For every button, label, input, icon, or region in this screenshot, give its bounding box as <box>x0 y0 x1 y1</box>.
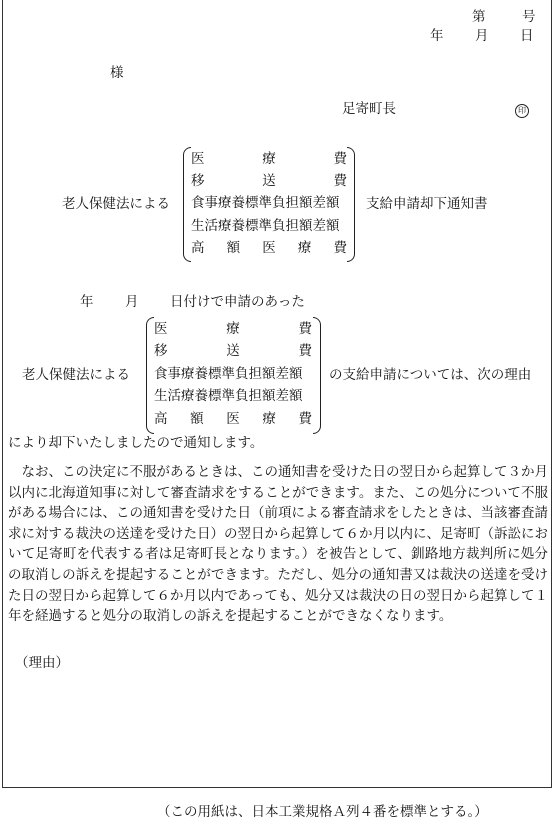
body-right-bracket <box>313 317 321 434</box>
title-item-2-part-0: 食事療養標準負担額差額 <box>191 195 340 212</box>
title-item-0-part-1: 療 <box>262 151 276 167</box>
body-item-2-part-0: 食事療養標準負担額差額 <box>154 365 303 382</box>
title-item-4 <box>191 239 347 256</box>
title-right-bracket <box>347 147 355 262</box>
title-item-1-part-2: 費 <box>333 173 347 190</box>
body-item-1 <box>154 345 312 359</box>
title-prefix: 老人保健法による <box>62 196 170 212</box>
title-item-1-part-0: 移 <box>191 173 205 190</box>
title-item-0-part-0: 医 <box>191 151 205 167</box>
body-item-3 <box>154 390 312 404</box>
title-item-4-part-1: 額 <box>226 239 241 256</box>
title-item-4-part-4: 費 <box>333 239 347 256</box>
reason-label: （理由） <box>15 655 69 671</box>
addressee-suffix: 様 <box>110 65 124 81</box>
title-item-1-part-1: 送 <box>262 173 276 190</box>
body-item-4 <box>154 410 312 427</box>
title-item-4-part-3: 療 <box>297 239 312 256</box>
body-item-3-part-0: 生活療養標準負担額差額 <box>154 388 303 405</box>
title-item-0-part-2: 費 <box>333 151 347 167</box>
date-day: 日 <box>520 28 534 44</box>
body-item-4-part-3: 療 <box>262 410 276 427</box>
body-item-2 <box>154 365 312 382</box>
body-item-4-part-1: 額 <box>190 410 204 427</box>
title-item-4-part-2: 医 <box>262 239 276 256</box>
body-item-1-part-1: 送 <box>226 343 240 360</box>
date-year: 年 <box>430 28 444 44</box>
title-suffix: 支給申請却下通知書 <box>366 196 488 212</box>
date-line-text: 日付けで申請のあった <box>170 294 305 310</box>
notice-paragraph: なお、この決定に不服があるときは、この通知書を受けた日の翌日から起算して３か月以内に北海道知事に対して審査請求をすることができます。また、この処分について不服がある場合には、この通知書を受けた日（前項による審査請求をしたときは、当該審査請求に対する裁決の送達を受けた日）の翌日から起算して６か月以内に、足寄町（訴訟において足寄町を代表する者は足寄町長となります。）を被告として、釧路地方裁判所に処分の取消しの訴えを提起することができます。ただし、処分の通知書又は裁決の送達を受けた日の翌日から起算して６か月以内であっても、処分又は裁決の日の翌日から起算して１年を経過すると処分の取消しの訴えを提起することができなくなります。 <box>8 464 548 625</box>
body-prefix: 老人保健法による <box>22 367 130 383</box>
body-item-0-part-2: 費 <box>298 321 312 337</box>
body-continuation: により却下いたしましたので通知します。 <box>8 435 264 451</box>
number-label-1: 第 <box>472 9 486 25</box>
body-left-bracket <box>146 317 154 434</box>
seal-icon: 印 <box>515 104 529 118</box>
body-item-4-part-4: 費 <box>298 410 312 427</box>
body-item-0-part-1: 療 <box>226 321 240 337</box>
date-line-month: 月 <box>125 294 139 310</box>
body-item-1-part-2: 費 <box>298 343 312 360</box>
title-item-3-part-0: 生活療養標準負担額差額 <box>191 217 340 234</box>
body-item-4-part-0: 高 <box>154 410 168 427</box>
body-suffix: の支給申請については、次の理由 <box>329 367 532 383</box>
title-left-bracket <box>183 147 191 262</box>
title-item-3 <box>191 217 347 234</box>
title-item-1 <box>191 175 347 189</box>
date-month: 月 <box>475 28 489 44</box>
title-item-2 <box>191 197 347 211</box>
issuer-name: 足寄町長 <box>342 101 396 117</box>
date-line-year: 年 <box>80 294 94 310</box>
title-item-4-part-0: 高 <box>191 239 205 256</box>
body-item-1-part-0: 移 <box>154 343 168 360</box>
number-label-2: 号 <box>522 9 536 25</box>
seal-mark <box>515 103 529 118</box>
title-item-0 <box>191 153 347 167</box>
footer-note: （この用紙は、日本工業規格Ａ列４番を標準とする。） <box>157 804 488 820</box>
body-item-4-part-2: 医 <box>226 410 240 427</box>
body-item-0-part-0: 医 <box>154 321 168 337</box>
body-item-0 <box>154 323 312 337</box>
